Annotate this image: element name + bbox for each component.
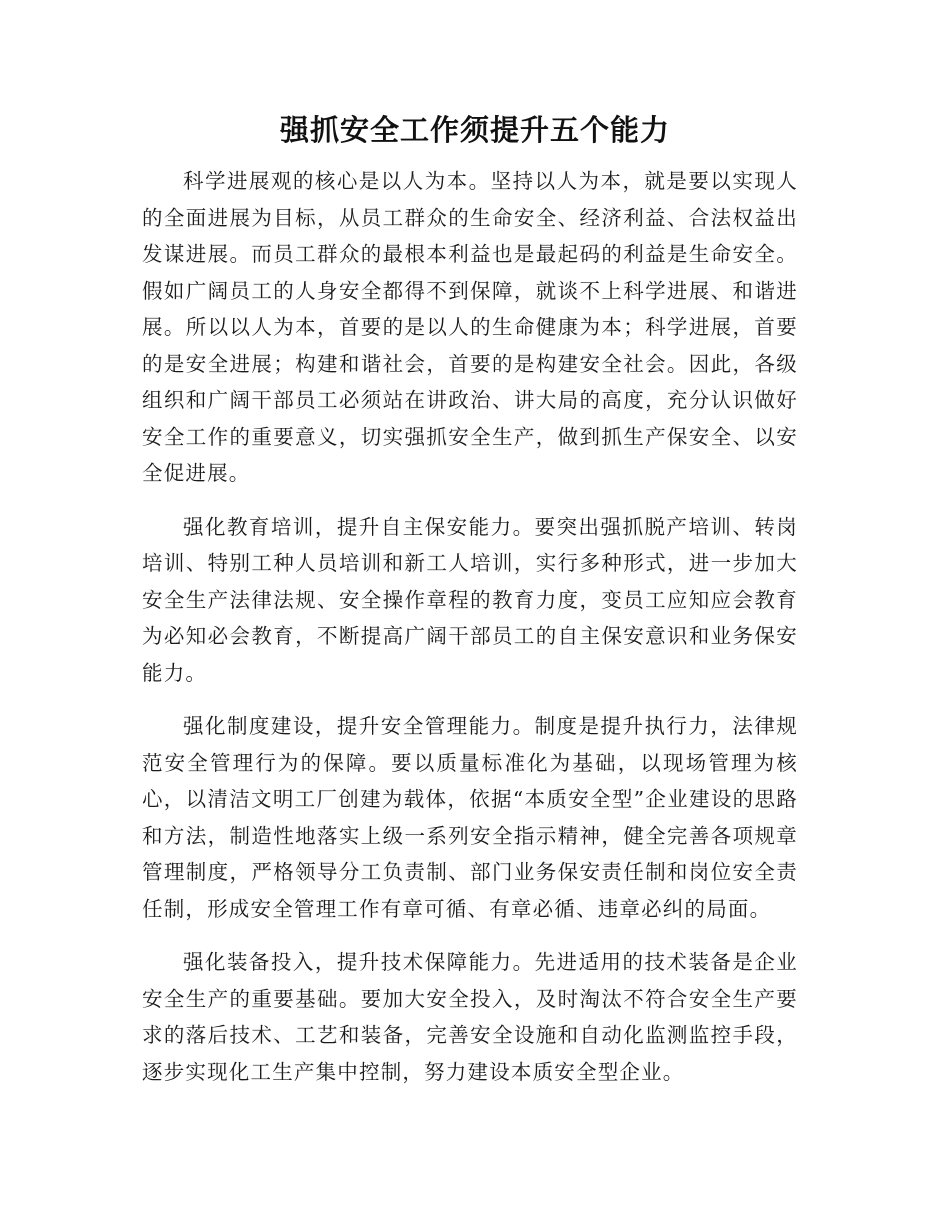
paragraph-system-building: 强化制度建设，提升安全管理能力。制度是提升执行力，法律规范安全管理行为的保障。要以质量标准化为基础，以现场管理为核心，以清洁文明工厂创建为载体，依据“本质安全型”企业建设的思路和方法，制造性地落实上级一系列安全指示精神，健全完善各项规章管理制度，严格领导分工负责制、部门业务保安责任制和岗位安全责任制，形成安全管理工作有章可循、有章必循、违章必纠的局面。: [142, 714, 798, 921]
paragraph-equipment-investment: 强化装备投入，提升技术保障能力。先进适用的技术装备是企业安全生产的重要基础。要加大安全投入，及时淘汰不符合安全生产要求的落后技术、工艺和装备，完善安全设施和自动化监测监控手段，逐步实现化工生产集中控制，努力建设本质安全型企业。: [142, 950, 798, 1084]
paragraph-education-training: 强化教育培训，提升自主保安能力。要突出强抓脱产培训、转岗培训、特别工种人员培训和新工人培训，实行多种形式，进一步加大安全生产法律法规、安全操作章程的教育力度，变员工应知应会教育为必知必会教育，不断提高广阔干部员工的自主保安意识和业务保安能力。: [142, 514, 798, 685]
paragraph-intro: 科学进展观的核心是以人为本。坚持以人为本，就是要以实现人的全面进展为目标，从员工群众的生命安全、经济利益、合法权益出发谋进展。而员工群众的最根本利益也是最起码的利益是生命安全。假如广阔员工的人身安全都得不到保障，就谈不上科学进展、和谐进展。所以以人为本，首要的是以人的生命健康为本；科学进展，首要的是安全进展；构建和谐社会，首要的是构建安全社会。因此，各级组织和广阔干部员工必须站在讲政治、讲大局的高度，充分认识做好安全工作的重要意义，切实强抓安全生产，做到抓生产保安全、以安全促进展。: [142, 169, 798, 485]
document-body: [142, 163, 798, 1107]
document-title: 强抓安全工作须提升五个能力: [279, 113, 670, 147]
